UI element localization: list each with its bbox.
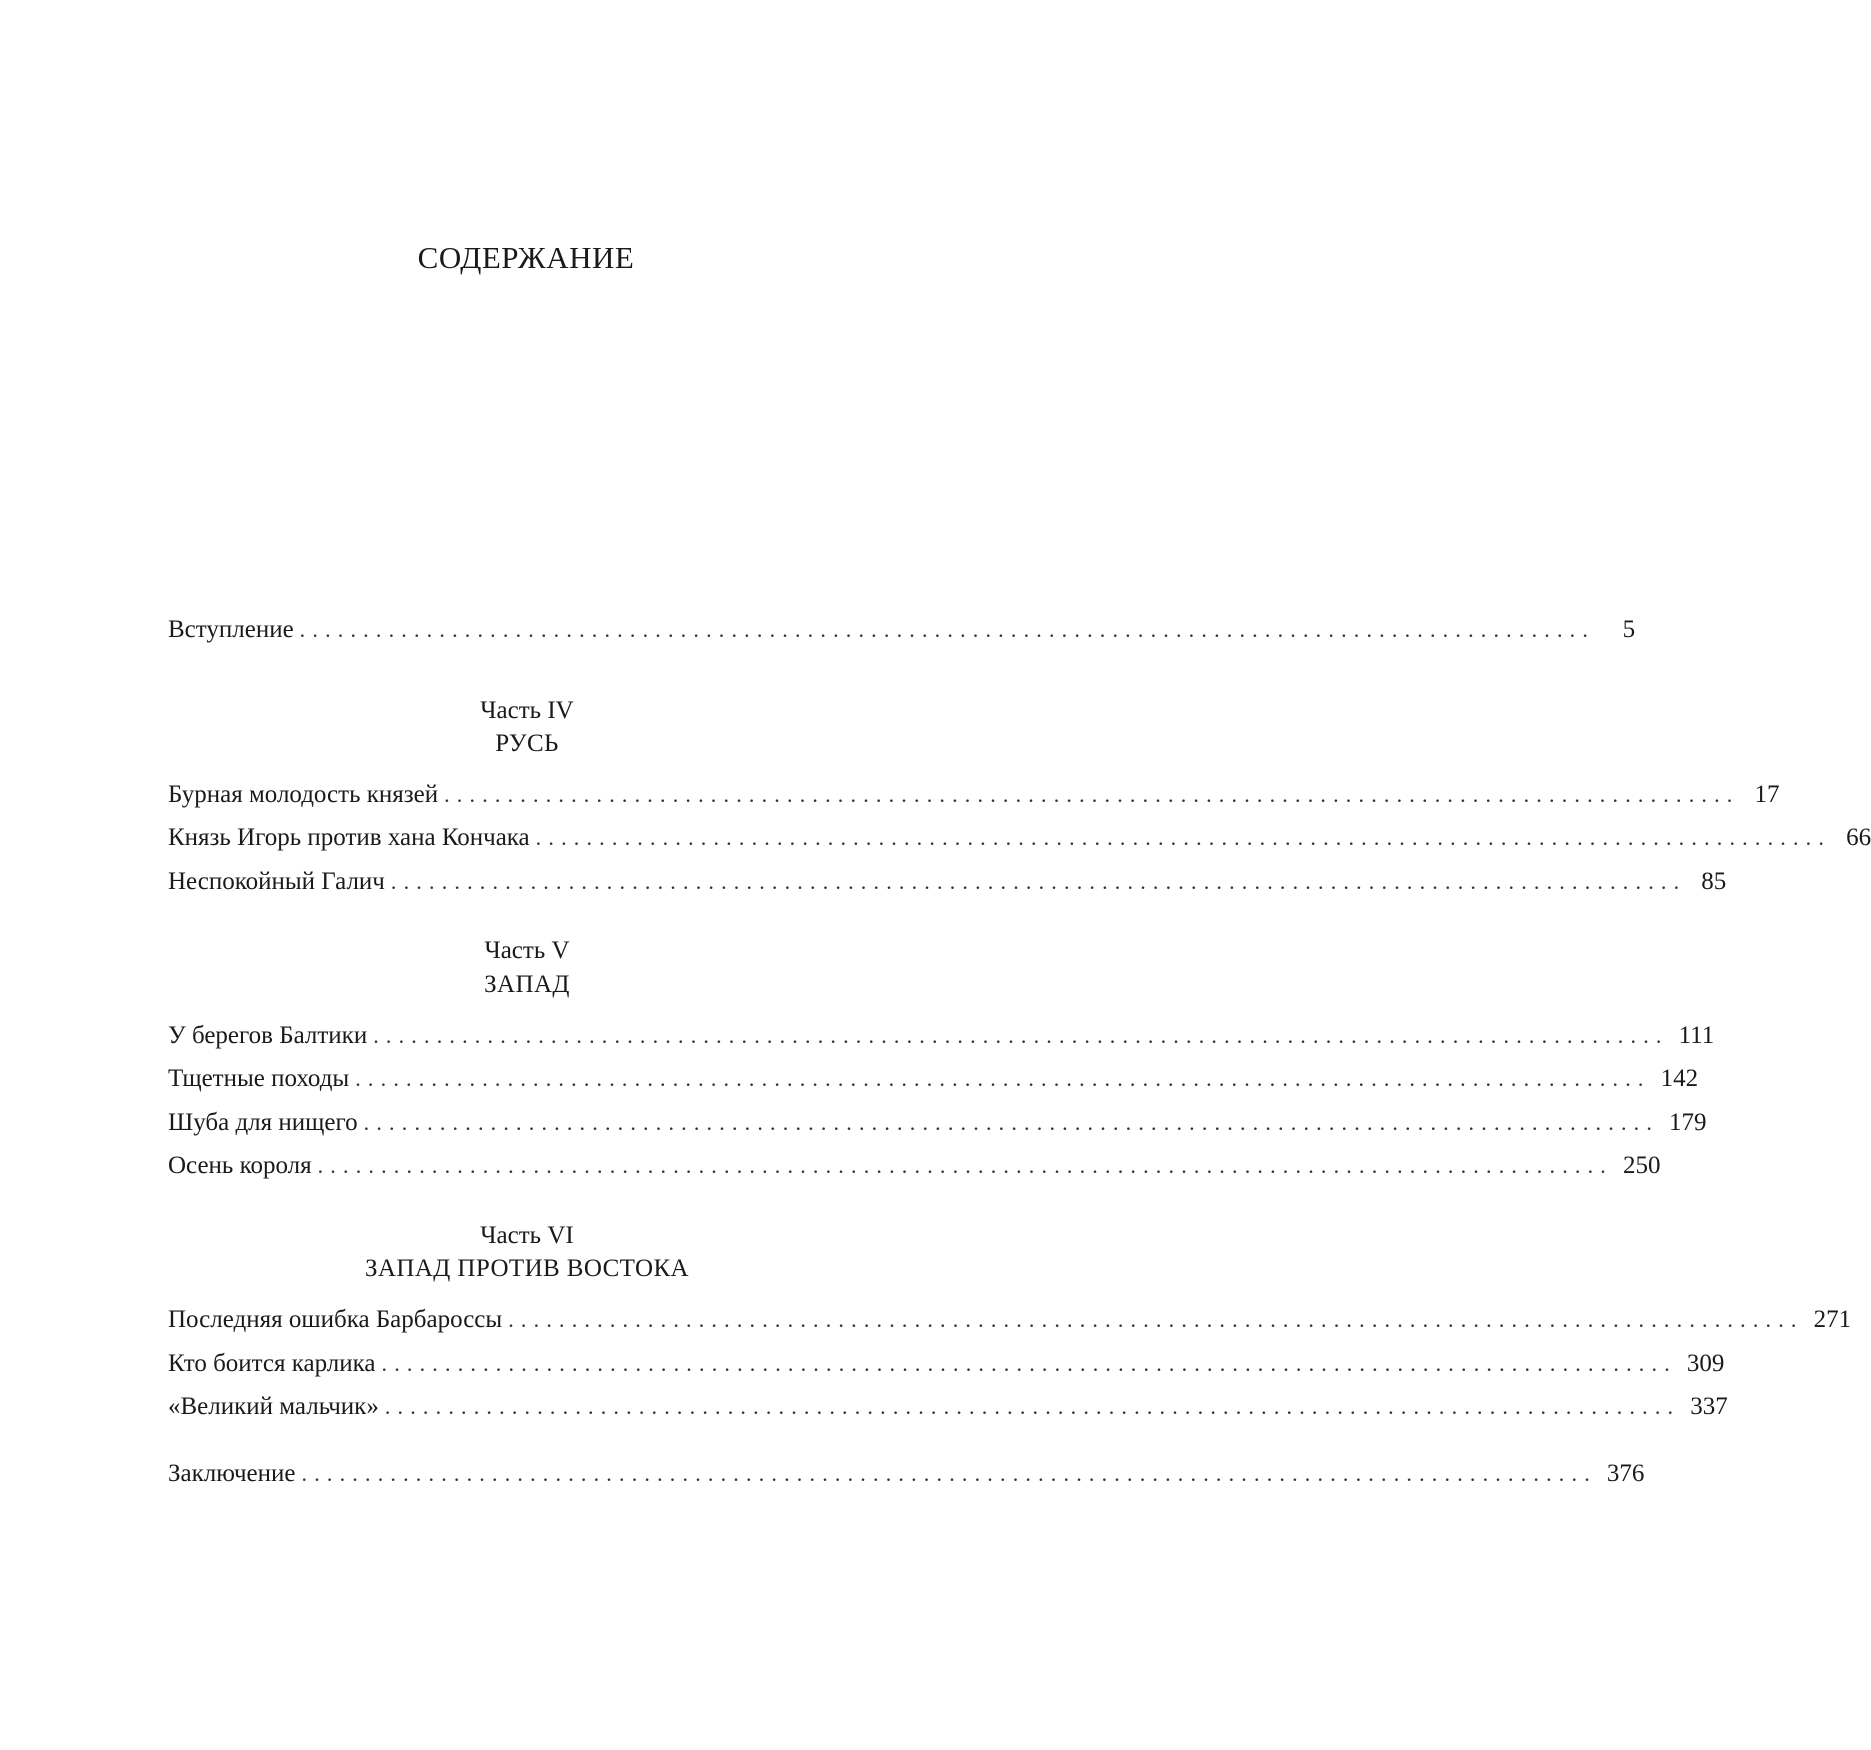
- toc-entry[interactable]: [168, 1305, 1852, 1335]
- entry-page-number: 142: [1660, 1065, 1699, 1092]
- entry-page-number: 376: [1606, 1460, 1645, 1487]
- part-5-name: ЗАПАД: [484, 971, 570, 998]
- toc-entry[interactable]: [168, 780, 1780, 810]
- entry-title: Осень короля: [168, 1152, 312, 1179]
- dot-leader: ......................................................................................................: [355, 1066, 1651, 1091]
- entry-title: Кто боится карлика: [168, 1350, 376, 1377]
- dot-leader: ......................................................................................................: [444, 782, 1740, 807]
- entry-title: Бурная молодость князей: [168, 781, 439, 808]
- entry-title: Последняя ошибка Барбароссы: [168, 1306, 503, 1333]
- dot-leader: ......................................................................................................: [384, 1394, 1681, 1419]
- toc-entry[interactable]: [168, 1064, 1699, 1094]
- page-title: СОДЕРЖАНИЕ: [417, 240, 635, 275]
- entry-page-number: 111: [1678, 1022, 1715, 1049]
- toc-entry[interactable]: [168, 1392, 1728, 1422]
- entry-page-number: 309: [1686, 1350, 1725, 1377]
- part-4-label: Часть IV: [480, 697, 574, 724]
- part-4-name: РУСЬ: [495, 730, 559, 757]
- dot-leader: ......................................................................................................: [317, 1153, 1614, 1178]
- dot-leader: ......................................................................................................: [373, 1023, 1669, 1048]
- entry-title: «Великий мальчик»: [168, 1393, 379, 1420]
- part-6-label: Часть VI: [480, 1222, 574, 1249]
- entry-title: Заключение: [168, 1460, 296, 1487]
- entry-page-number: 17: [1754, 781, 1780, 808]
- entry-page-number: 271: [1813, 1306, 1852, 1333]
- entry-page-number: 250: [1623, 1152, 1661, 1179]
- toc-entry[interactable]: [168, 867, 1727, 897]
- dot-leader: ......................................................................................................: [299, 617, 1596, 642]
- entry-page-number: 66: [1846, 824, 1871, 851]
- entry-title: Неспокойный Галич: [168, 868, 385, 895]
- toc-entry[interactable]: [168, 1151, 1661, 1181]
- toc-entry[interactable]: [168, 1108, 1707, 1138]
- dot-leader: ......................................................................................................: [381, 1351, 1677, 1376]
- part-6-name: ЗАПАД ПРОТИВ ВОСТОКА: [365, 1255, 689, 1282]
- entry-title: Вступление: [168, 616, 294, 643]
- dot-leader: ......................................................................................................: [301, 1461, 1597, 1486]
- entry-page-number: 85: [1701, 868, 1727, 895]
- entry-page-number: 179: [1669, 1109, 1707, 1136]
- entry-title: Шуба для нищего: [168, 1109, 358, 1136]
- dot-leader: ......................................................................................................: [390, 869, 1687, 894]
- dot-leader: ......................................................................................................: [363, 1110, 1660, 1135]
- toc-entry[interactable]: [168, 823, 1871, 853]
- dot-leader: ......................................................................................................: [508, 1307, 1804, 1332]
- entry-page-number: 5: [1622, 616, 1636, 643]
- entry-title: Князь Игорь против хана Кончака: [168, 824, 530, 851]
- toc-entry[interactable]: [168, 1021, 1715, 1051]
- dot-leader: ......................................................................................................: [535, 825, 1832, 850]
- toc-entry-intro[interactable]: [168, 615, 1636, 645]
- entry-title: Тщетные походы: [168, 1065, 350, 1092]
- entry-title: У берегов Балтики: [168, 1022, 368, 1049]
- toc-entry-conclusion[interactable]: [168, 1459, 1645, 1489]
- part-5-label: Часть V: [484, 937, 570, 964]
- entry-page-number: 337: [1690, 1393, 1728, 1420]
- toc-entry[interactable]: [168, 1349, 1725, 1379]
